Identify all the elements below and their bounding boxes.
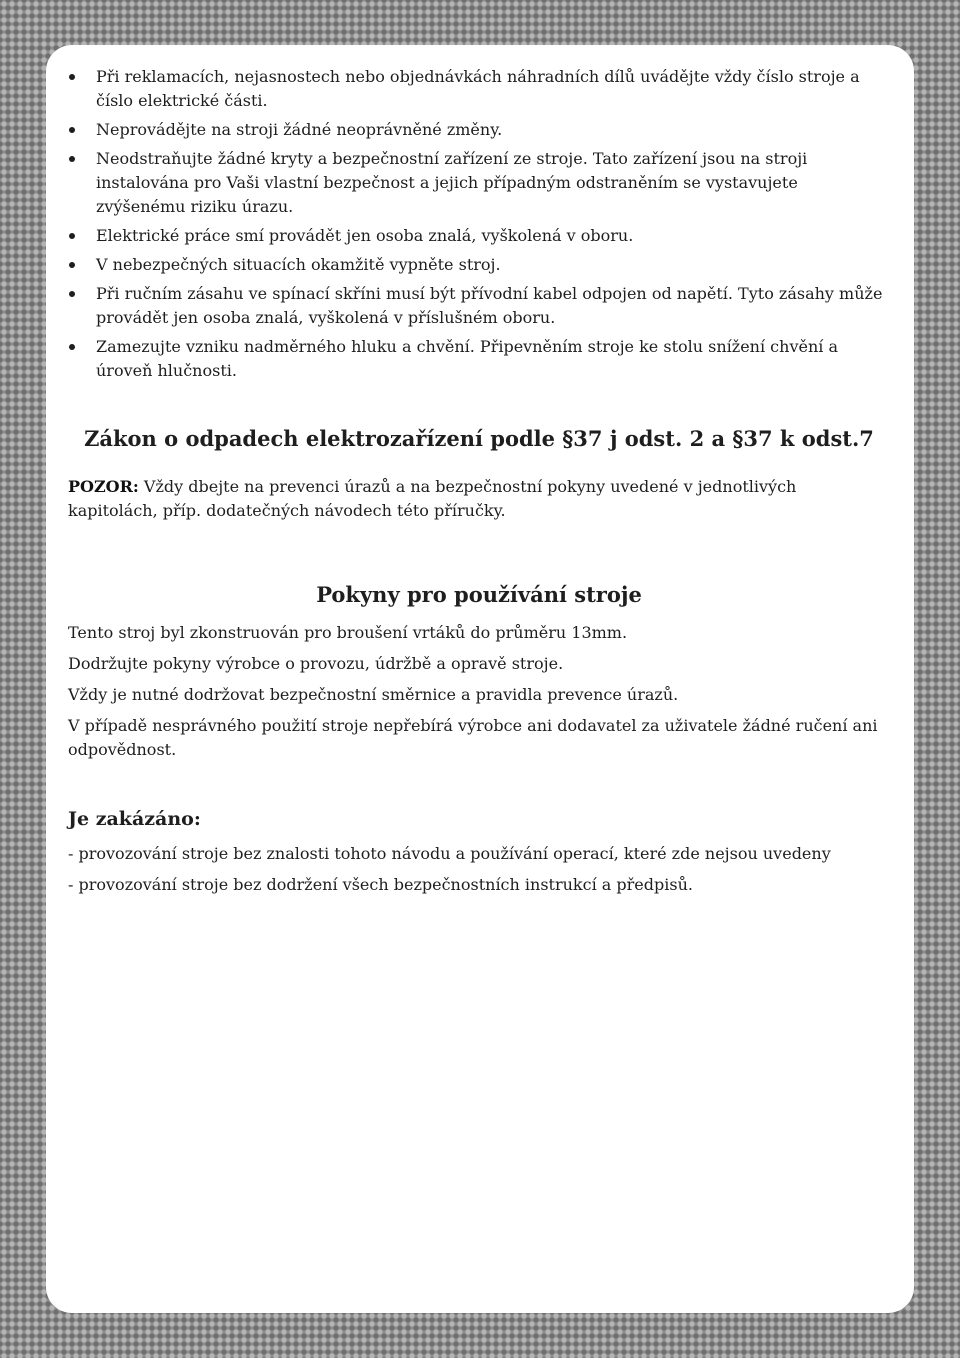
forbidden-item: - provozování stroje bez znalosti tohoto návodu a používání operací, které zde nejsou uvedeny bbox=[68, 844, 831, 863]
list-item bbox=[68, 118, 890, 142]
usage-paragraph: Dodržujte pokyny výrobce o provozu, údržbě a opravě stroje. bbox=[68, 654, 564, 673]
bullet-text: Při ručním zásahu ve spínací skříni musí být přívodní kabel odpojen od napětí. Tyto zásahy může provádět jen osoba znalá, vyškolená v příslušném oboru. bbox=[96, 284, 883, 327]
bullet-icon bbox=[69, 156, 75, 162]
list-item bbox=[68, 224, 890, 248]
bullet-icon bbox=[69, 291, 75, 297]
bullet-icon bbox=[69, 74, 75, 80]
bullet-icon bbox=[69, 262, 75, 268]
bullet-icon bbox=[69, 233, 75, 239]
list-item bbox=[68, 335, 890, 383]
bullet-text: Zamezujte vzniku nadměrného hluku a chvění. Připevněním stroje ke stolu snížení chvění a úroveň hlučnosti. bbox=[96, 337, 838, 380]
bullet-text: Elektrické práce smí provádět jen osoba znalá, vyškolená v oboru. bbox=[96, 226, 634, 245]
list-item bbox=[68, 282, 890, 330]
bullet-text: V nebezpečných situacích okamžitě vypněte stroj. bbox=[96, 255, 501, 274]
forbidden-heading: Je zakázáno: bbox=[68, 808, 201, 830]
usage-heading: Pokyny pro používání stroje bbox=[316, 582, 642, 607]
list-item bbox=[68, 65, 890, 113]
bullet-text: Neprovádějte na stroji žádné neoprávněné změny. bbox=[96, 120, 503, 139]
document-page bbox=[46, 45, 914, 1313]
safety-bullet-list bbox=[68, 65, 890, 383]
law-heading: Zákon o odpadech elektrozařízení podle §37 j odst. 2 a §37 k odst.7 bbox=[84, 426, 874, 451]
warning-label: POZOR: bbox=[68, 477, 139, 496]
usage-paragraph: V případě nesprávného použití stroje nepřebírá výrobce ani dodavatel za uživatele žádné ručení ani odpovědnost. bbox=[68, 716, 878, 759]
list-item bbox=[68, 253, 890, 277]
bullet-text: Při reklamacích, nejasnostech nebo objednávkách náhradních dílů uvádějte vždy číslo stroje a číslo elektrické části. bbox=[96, 67, 860, 110]
warning-text: Vždy dbejte na prevenci úrazů a na bezpečnostní pokyny uvedené v jednotlivých kapitolách, příp. dodatečných návodech této příručky. bbox=[68, 477, 797, 520]
usage-paragraph: Vždy je nutné dodržovat bezpečnostní směrnice a pravidla prevence úrazů. bbox=[68, 685, 679, 704]
forbidden-item: - provozování stroje bez dodržení všech bezpečnostních instrukcí a předpisů. bbox=[68, 875, 693, 894]
warning-paragraph bbox=[68, 475, 890, 523]
list-item bbox=[68, 147, 890, 219]
bullet-icon bbox=[69, 127, 75, 133]
bullet-icon bbox=[69, 344, 75, 350]
bullet-text: Neodstraňujte žádné kryty a bezpečnostní zařízení ze stroje. Tato zařízení jsou na stroji instalována pro Vaši vlastní bezpečnost a jejich případným odstraněním se vystavujete zvýšenému riziku úrazu. bbox=[96, 149, 808, 216]
usage-paragraph: Tento stroj byl zkonstruován pro broušení vrtáků do průměru 13mm. bbox=[68, 623, 628, 642]
